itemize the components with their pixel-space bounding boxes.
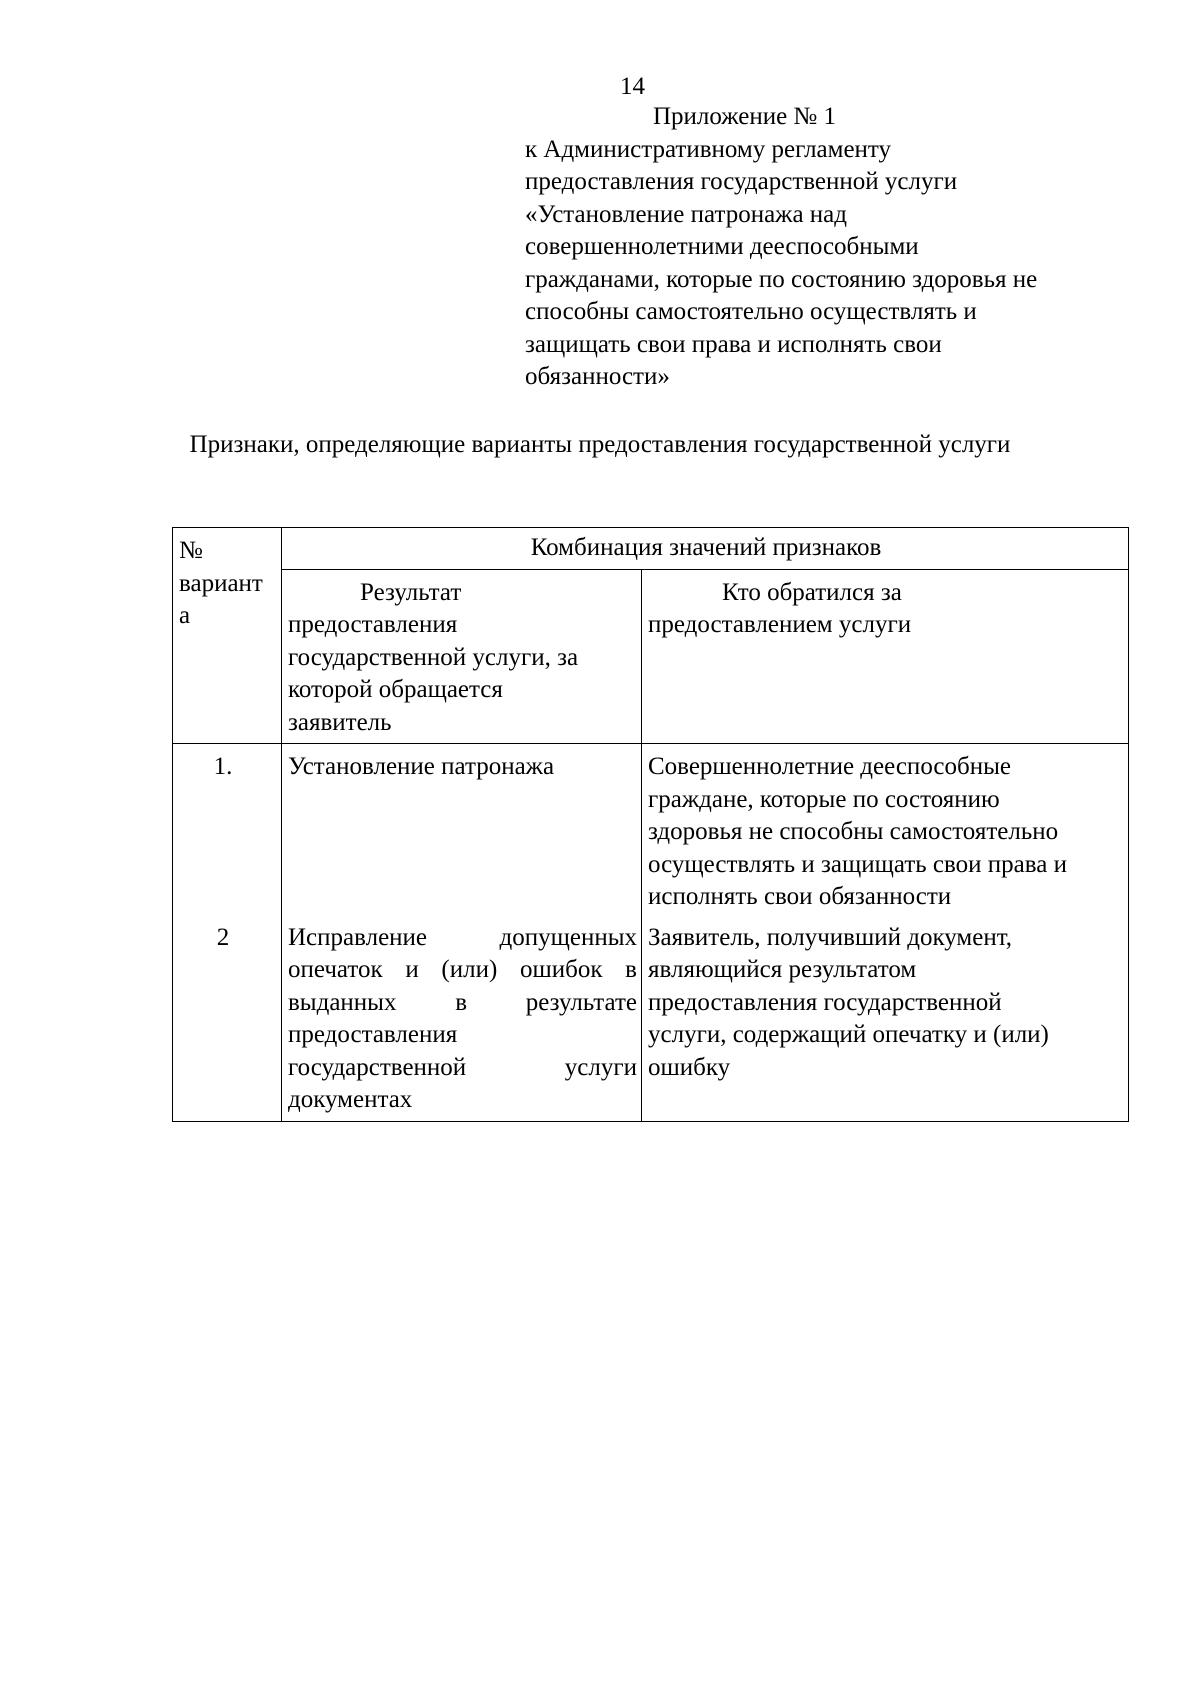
appendix-line: к Административному регламенту [525, 135, 892, 163]
appendix-line: обязанности» [525, 363, 670, 390]
cell-line: являющийся результатом [648, 956, 917, 983]
cell-line: граждане, которые по состоянию [648, 785, 1000, 813]
table-subheader-row [173, 569, 1129, 744]
header-line: а [179, 602, 191, 629]
cell-line: Установление патронажа [288, 753, 555, 780]
header-line: заявитель [288, 708, 392, 736]
applicant-cell [642, 922, 1129, 1122]
header-line: которой обращается [288, 676, 503, 703]
appendix-line: защищать свои права и исполнять свои [525, 330, 942, 358]
header-line: вариант [179, 569, 263, 597]
header-line: Результат [360, 578, 462, 606]
variant-number-cell: 2 [173, 922, 282, 1122]
table-row [173, 744, 1129, 922]
variant-number-cell: 1. [173, 744, 282, 922]
applicant-cell [642, 744, 1129, 922]
header-line: Кто обратился за [722, 578, 902, 606]
table-header-row [173, 528, 1129, 570]
header-line: предоставлением услуги [648, 611, 912, 638]
appendix-line: предоставления государственной услуги [525, 168, 958, 195]
document-heading: Признаки, определяющие варианты предоставления государственной услуги [189, 431, 1011, 458]
result-cell [282, 744, 642, 922]
appendix-line: «Установление патронажа над [525, 200, 847, 228]
appendix-block [525, 101, 1125, 394]
table-row [173, 922, 1129, 1122]
result-cell [282, 922, 642, 1122]
cell-line: осуществлять и защищать свои права и [648, 850, 1067, 878]
appendix-line: совершеннолетними дееспособными [525, 233, 919, 260]
header-line: предоставления [288, 611, 458, 638]
cell-line: государственной услуги [288, 1053, 637, 1081]
result-column-header [282, 569, 642, 744]
page-number: 14 [620, 73, 645, 100]
appendix-line: гражданами, которые по состоянию здоровья не [525, 265, 1038, 293]
cell-line: выданных в результате [288, 988, 637, 1016]
cell-line: предоставления [288, 1021, 458, 1048]
appendix-line: способны самостоятельно осуществлять и [525, 298, 977, 325]
header-line: № [179, 537, 203, 564]
cell-line: документах [288, 1086, 413, 1113]
cell-line: Заявитель, получивший документ, [648, 923, 1013, 951]
cell-line: здоровья не способны самостоятельно [648, 818, 1059, 845]
cell-line: Исправление допущенных [288, 923, 637, 951]
applicant-column-header [642, 569, 1129, 744]
header-line: государственной услуги, за [288, 643, 579, 671]
cell-line: Совершеннолетние дееспособные [648, 753, 1012, 780]
cell-line: предоставления государственной [648, 988, 1002, 1016]
variant-number-header [173, 528, 282, 744]
cell-line: исполнять свои обязанности [648, 883, 952, 910]
cell-line: услуги, содержащий опечатку и (или) [648, 1021, 1049, 1048]
appendix-reference [525, 134, 1125, 394]
criteria-combination-header: Комбинация значений признаков [282, 528, 1129, 570]
appendix-title: Приложение № 1 [653, 103, 837, 130]
variants-table [172, 527, 1129, 1122]
cell-line: ошибку [648, 1053, 731, 1081]
cell-line: опечаток и (или) ошибок в [288, 956, 637, 983]
